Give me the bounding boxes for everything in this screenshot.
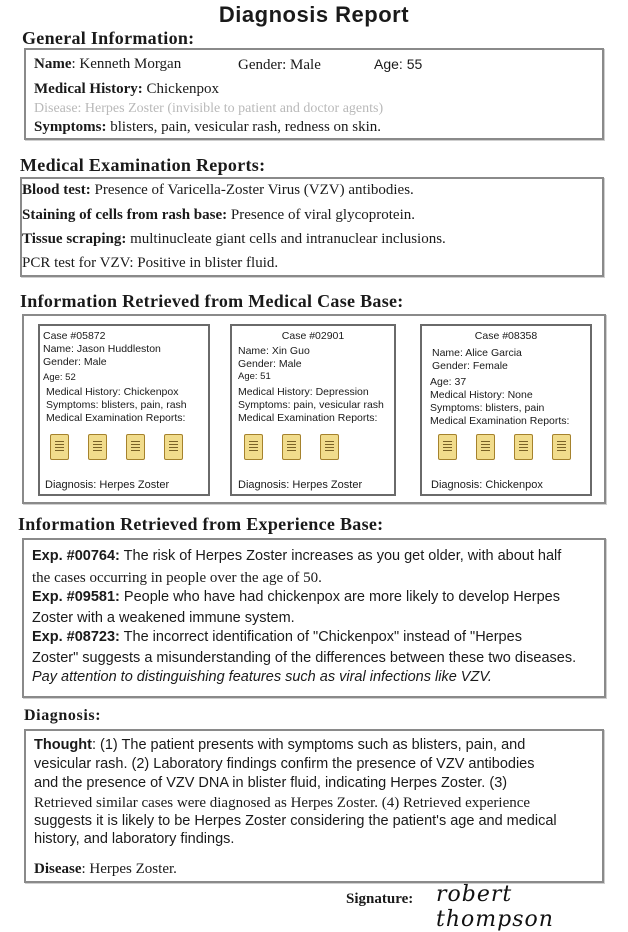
document-icon[interactable] — [438, 434, 457, 460]
diagnosis-thought-line: vesicular rash. (2) Laboratory findings confirm the presence of VZV antibodies — [34, 756, 535, 772]
experience-item-cont: Zoster with a weakened immune system. — [32, 610, 295, 626]
case-age: Age: 52 — [43, 372, 76, 383]
case-symptoms: Symptoms: blisters, pain, rash — [46, 399, 187, 411]
case-history: Medical History: None — [430, 389, 533, 401]
experience-item: Exp. #08723: The incorrect identification of "Chickenpox" instead of "Herpes — [32, 629, 522, 645]
signature-label: Signature — [346, 891, 409, 907]
case-report-docs — [50, 434, 183, 460]
diagnosis-thought-line: Retrieved similar cases were diagnosed as Herpes Zoster. (4) Retrieved experience — [34, 795, 531, 811]
case-gender: Gender: Male — [43, 356, 107, 368]
patient-symptoms: Symptoms: blisters, pain, vesicular rash, redness on skin. — [34, 119, 382, 135]
patient-gender: Gender: Male — [238, 57, 321, 73]
experience-box — [22, 538, 606, 698]
case-age: Age: 37 — [430, 376, 467, 388]
patient-history: Medical History: Chickenpox — [34, 81, 219, 97]
diagnosis-thought-line: history, and laboratory findings. — [34, 831, 235, 847]
case-diagnosis: Diagnosis: Herpes Zoster — [238, 479, 363, 491]
experience-item-cont: the cases occurring in people over the age of 50. — [32, 570, 322, 586]
diagnosis-thought-line: and the presence of VZV DNA in blister fluid, indicating Herpes Zoster. (3) — [34, 775, 508, 791]
exam-pcr-test: PCR test for VZV: Positive in blister fluid. — [22, 255, 279, 271]
case-reports-label: Medical Examination Reports: — [46, 412, 186, 424]
case-history: Medical History: Depression — [238, 386, 369, 398]
document-icon[interactable] — [514, 434, 533, 460]
case-base-heading: Information Retrieved from Medical Case Base: — [20, 291, 404, 311]
document-icon[interactable] — [476, 434, 495, 460]
case-symptoms: Symptoms: pain, vesicular rash — [238, 399, 384, 411]
case-diagnosis: Diagnosis: Herpes Zoster — [45, 479, 170, 491]
document-icon[interactable] — [282, 434, 301, 460]
diagnosis-heading: Diagnosis: — [24, 707, 102, 724]
case-card — [38, 324, 210, 496]
patient-age: Age: 55 — [374, 56, 423, 72]
exam-heading: Medical Examination Reports: — [20, 155, 266, 175]
hidden-disease-note: Disease: Herpes Zoster (invisible to patient and doctor agents) — [34, 101, 384, 116]
diagnosis-thought: Thought: (1) The patient presents with symptoms such as blisters, pain, and — [34, 737, 526, 753]
case-name: Name: Xin Guo — [238, 345, 310, 357]
diagnosis-disease: Disease: Herpes Zoster. — [34, 861, 177, 877]
document-icon[interactable] — [244, 434, 263, 460]
case-symptoms: Symptoms: blisters, pain — [430, 402, 545, 414]
case-diagnosis: Diagnosis: Chickenpox — [431, 479, 543, 491]
diagnosis-box — [24, 729, 604, 883]
report-title: Diagnosis Report — [218, 2, 410, 27]
case-id: Case #02901 — [281, 330, 345, 342]
case-reports-label: Medical Examination Reports: — [238, 412, 378, 424]
case-report-docs — [438, 434, 571, 460]
experience-heading: Information Retrieved from Experience Base: — [18, 514, 384, 534]
exam-box — [20, 177, 604, 277]
patient-name: Name: Kenneth Morgan — [34, 56, 182, 72]
case-card — [420, 324, 592, 496]
diagnosis-thought-line: suggests it is likely to be Herpes Zoster considering the patient's age and medical — [34, 813, 557, 829]
case-reports-label: Medical Examination Reports: — [430, 415, 570, 427]
case-id: Case #08358 — [474, 330, 538, 342]
case-base-box — [22, 314, 606, 504]
experience-item-cont: Zoster" suggests a misunderstanding of the differences between these two diseases. — [32, 650, 577, 666]
case-name: Name: Jason Huddleston — [43, 343, 161, 355]
case-card — [230, 324, 396, 496]
document-icon[interactable] — [88, 434, 107, 460]
document-icon[interactable] — [552, 434, 571, 460]
case-gender: Gender: Male — [238, 358, 302, 370]
document-icon[interactable] — [126, 434, 145, 460]
experience-item: Exp. #00764: The risk of Herpes Zoster increases as you get older, with about half — [32, 548, 562, 564]
general-info-box — [24, 48, 604, 140]
signature: Signature: — [346, 891, 414, 907]
experience-item: Exp. #09581: People who have had chickenpox are more likely to develop Herpes — [32, 589, 560, 605]
experience-note: Pay attention to distinguishing features such as viral infections like VZV. — [32, 669, 492, 685]
signature-handwriting: robert thompson — [436, 882, 554, 932]
case-history: Medical History: Chickenpox — [46, 386, 179, 398]
case-name: Name: Alice Garcia — [432, 347, 522, 359]
general-info-heading: General Information: — [22, 28, 195, 48]
case-age: Age: 51 — [238, 371, 271, 382]
exam-tissue-scraping: Tissue scraping: multinucleate giant cells and intranuclear inclusions. — [22, 231, 446, 247]
document-icon[interactable] — [164, 434, 183, 460]
exam-staining: Staining of cells from rash base: Presence of viral glycoprotein. — [22, 207, 415, 223]
case-gender: Gender: Female — [432, 360, 508, 372]
case-id: Case #05872 — [43, 330, 106, 342]
case-report-docs — [244, 434, 339, 460]
exam-blood-test: Blood test: Presence of Varicella-Zoster Virus (VZV) antibodies. — [22, 182, 414, 198]
document-icon[interactable] — [320, 434, 339, 460]
document-icon[interactable] — [50, 434, 69, 460]
